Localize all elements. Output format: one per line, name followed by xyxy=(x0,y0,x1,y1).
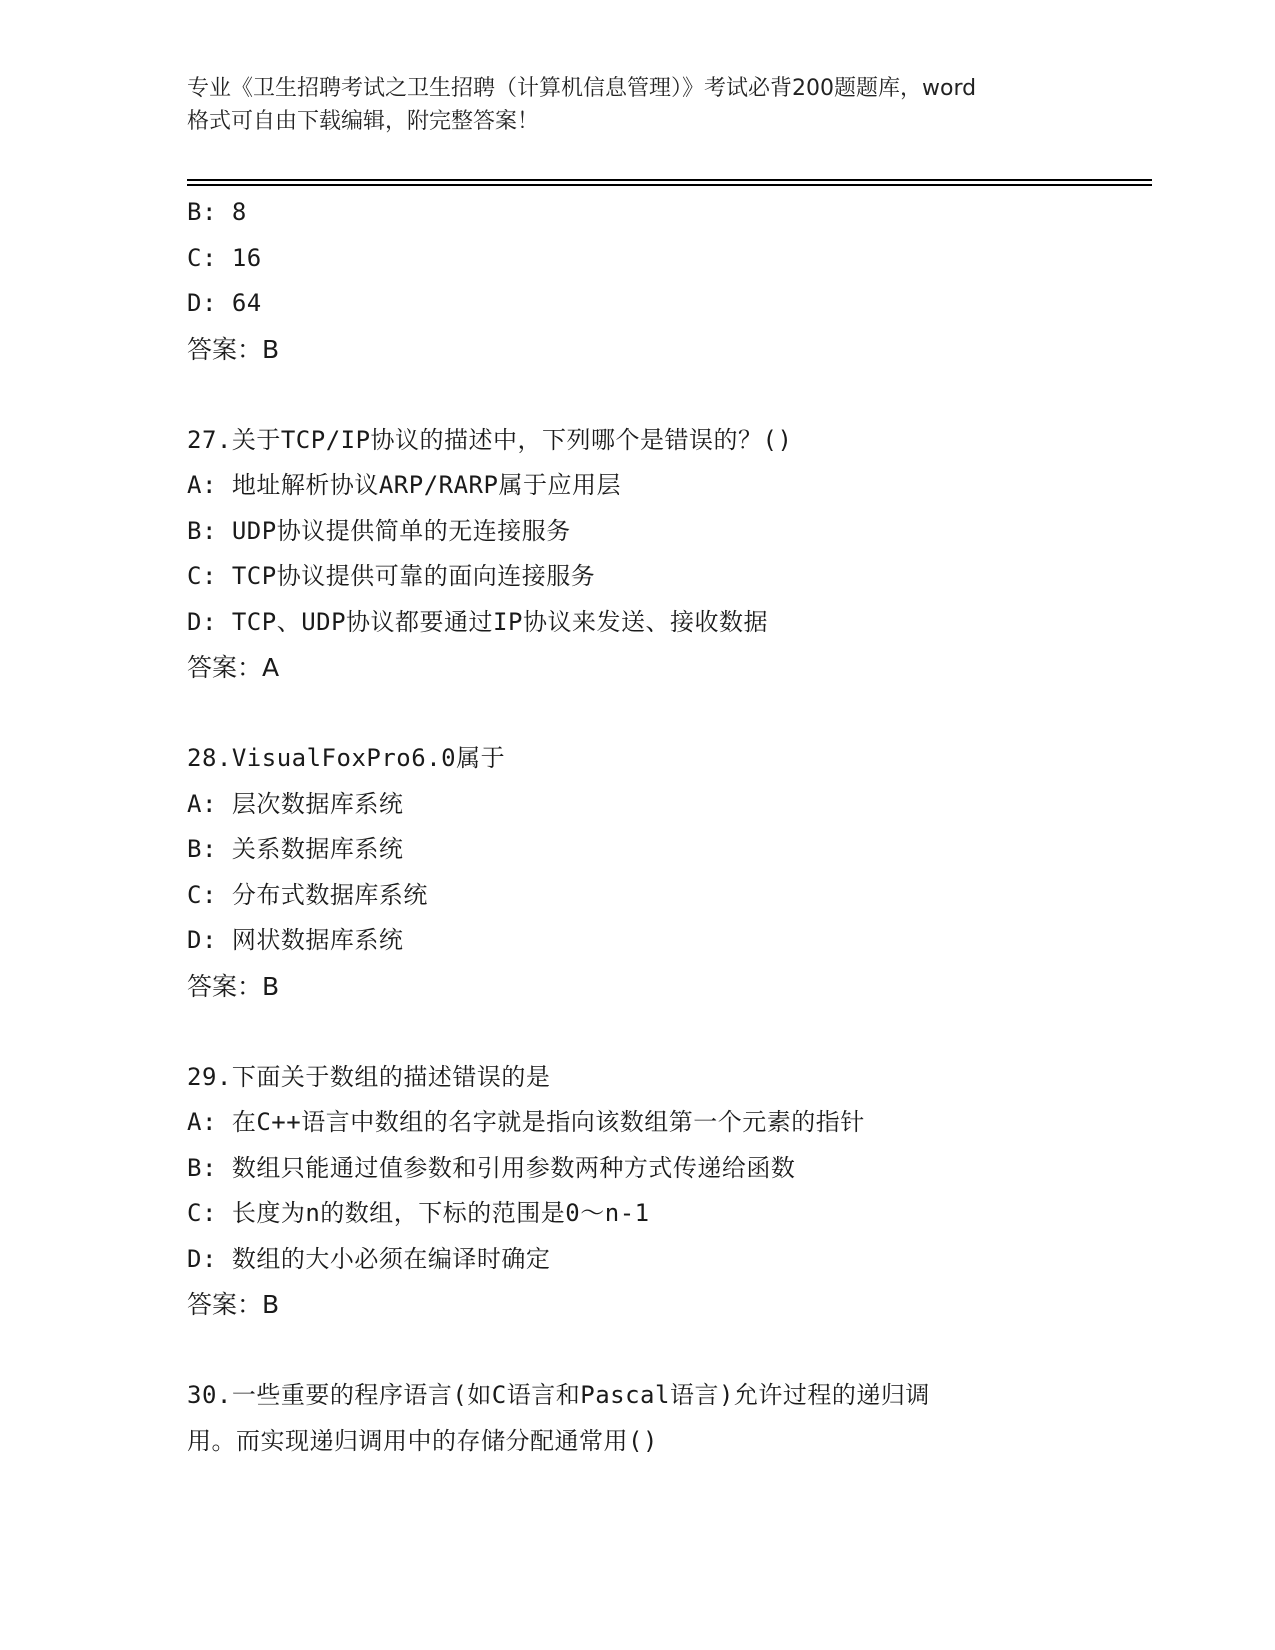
question-stem: 28.VisualFoxPro6.0属于 xyxy=(187,744,506,772)
question-27 xyxy=(187,418,1152,691)
question-stem: 27.关于TCP/IP协议的描述中，下列哪个是错误的？() xyxy=(187,425,793,454)
option-c: C: TCP协议提供可靠的面向连接服务 xyxy=(187,562,596,590)
spacer xyxy=(187,372,1152,418)
answer-line: 答案：B xyxy=(187,334,280,364)
answer-line: 答案：A xyxy=(187,653,280,682)
option-a: A: 地址解析协议ARP/RARP属于应用层 xyxy=(187,471,621,499)
option-b: B: 8 xyxy=(187,198,247,226)
question-stem-line-2: 用。而实现递归调用中的存储分配通常用() xyxy=(187,1426,658,1455)
document-header xyxy=(187,72,1097,138)
answer-line: 答案：B xyxy=(187,1290,280,1319)
header-line-1: 专业《卫生招聘考试之卫生招聘（计算机信息管理）》考试必背200题题库，word xyxy=(187,76,977,101)
header-line-2: 格式可自由下载编辑，附完整答案！ xyxy=(187,109,540,134)
option-d: D: 网状数据库系统 xyxy=(187,926,404,954)
spacer xyxy=(187,1328,1152,1374)
spacer xyxy=(187,1009,1152,1055)
option-d: D: TCP、UDP协议都要通过IP协议来发送、接收数据 xyxy=(187,607,768,636)
question-stem: 29.下面关于数组的描述错误的是 xyxy=(187,1062,551,1091)
option-c: C: 16 xyxy=(187,243,262,272)
question-29 xyxy=(187,1055,1152,1328)
answer-line: 答案：B xyxy=(187,971,280,1001)
option-c: C: 长度为n的数组，下标的范围是0～n-1 xyxy=(187,1199,650,1227)
question-28 xyxy=(187,736,1152,1009)
option-b: B: 关系数据库系统 xyxy=(187,835,404,863)
option-a: A: 在C++语言中数组的名字就是指向该数组第一个元素的指针 xyxy=(187,1108,865,1136)
header-divider-bottom xyxy=(187,184,1152,186)
option-c: C: 分布式数据库系统 xyxy=(187,880,428,909)
question-list xyxy=(187,190,1152,1464)
header-divider-top xyxy=(187,179,1152,181)
question-26-continued xyxy=(187,190,1152,372)
spacer xyxy=(187,691,1152,737)
option-d: D: 数组的大小必须在编译时确定 xyxy=(187,1244,551,1273)
question-stem-line-1: 30.一些重要的程序语言(如C语言和Pascal语言)允许过程的递归调 xyxy=(187,1381,930,1409)
option-b: B: 数组只能通过值参数和引用参数两种方式传递给函数 xyxy=(187,1153,796,1182)
option-b: B: UDP协议提供简单的无连接服务 xyxy=(187,516,571,545)
option-a: A: 层次数据库系统 xyxy=(187,789,404,818)
option-d: D: 64 xyxy=(187,289,262,317)
question-30 xyxy=(187,1373,1152,1464)
